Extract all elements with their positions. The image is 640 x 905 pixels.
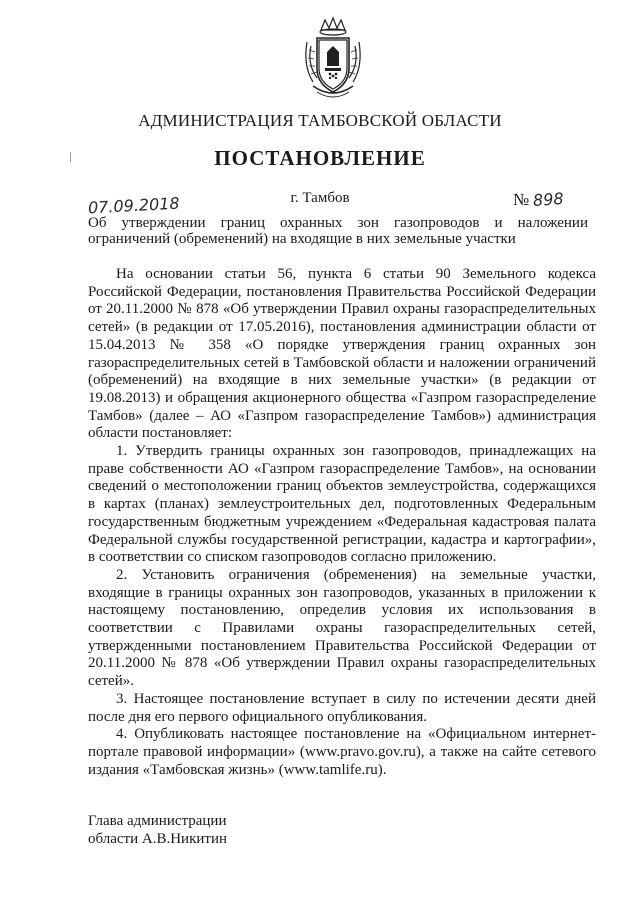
preamble-paragraph: На основании статьи 56, пункта 6 статьи 90 Земельного кодекса Российской Федерации, постановления Правительства Российской Федерации от 20.11.2000 № 878 «Об утверждении Правил охраны газораспределительных сетей» (в редакции от 17.05.2016), постановления администрации области от 15.04.2013 № 358 «О порядке утверждения границ охранных зон газораспределительных сетей в Тамбовской области и наложении ограничений (обременений) на входящие в них земельные участки» (в редакции от 19.08.2013) и обращения акционерного общества «Газпром газораспределение Тамбов» (далее – АО «Газпром газораспределение Тамбов») администрация области постановляет: xyxy=(88,266,596,442)
document-type-title: ПОСТАНОВЛЕНИЕ xyxy=(214,146,426,170)
signature-block xyxy=(88,813,227,848)
document-date: 07.09.2018 xyxy=(87,193,181,218)
clause-1: 1. Утвердить границы охранных зон газопроводов, принадлежащих на праве собственности АО «Газпром газораспределение Тамбов», на основании сведений о местоположении границ объектов землеустройства, содержащихся в картах (планах) землеустроительных дел, подготовленных Федеральным государственным бюджетным учреждением «Федеральная кадастровая палата Федеральной службы государственной регистрации, кадастра и картографии», в соответствии со списком газопроводов согласно приложению. xyxy=(88,443,596,566)
number-prefix: № xyxy=(513,190,530,209)
document-city: г. Тамбов xyxy=(290,190,350,206)
document-subject: Об утверждении границ охранных зон газопроводов и наложении ограничений (обременений) на входящие в них земельные участки xyxy=(88,215,588,247)
document-number xyxy=(513,190,564,210)
clause-2: 2. Установить ограничения (обременения) на земельные участки, входящие в границы охранных зон газопроводов, указанных в приложении к настоящему постановлению, определив условия их использования в соответствии с Правилами охраны газораспределительных сетей, утвержденными постановлением Правительства Российской Федерации от 20.11.2000 № 878 «Об утверждении Правил охраны газораспределительных сетей». xyxy=(88,566,596,690)
document-body xyxy=(88,266,596,779)
number-value: 898 xyxy=(532,188,565,211)
organization-title: АДМИНИСТРАЦИЯ ТАМБОВСКОЙ ОБЛАСТИ xyxy=(138,111,502,130)
signature-position: Глава администрации xyxy=(88,813,227,829)
coat-of-arms-icon xyxy=(299,16,367,106)
clause-4: 4. Опубликовать настоящее постановление на «Официальном интернет-портале правовой информации» (www.pravo.gov.ru), а также на сайте сетевого издания «Тамбовская жизнь» (www.tamlife.ru). xyxy=(88,726,596,778)
clause-3: 3. Настоящее постановление вступает в силу по истечении десяти дней после дня его первого официального опубликования. xyxy=(88,690,596,725)
signature-name: области А.В.Никитин xyxy=(88,830,228,847)
